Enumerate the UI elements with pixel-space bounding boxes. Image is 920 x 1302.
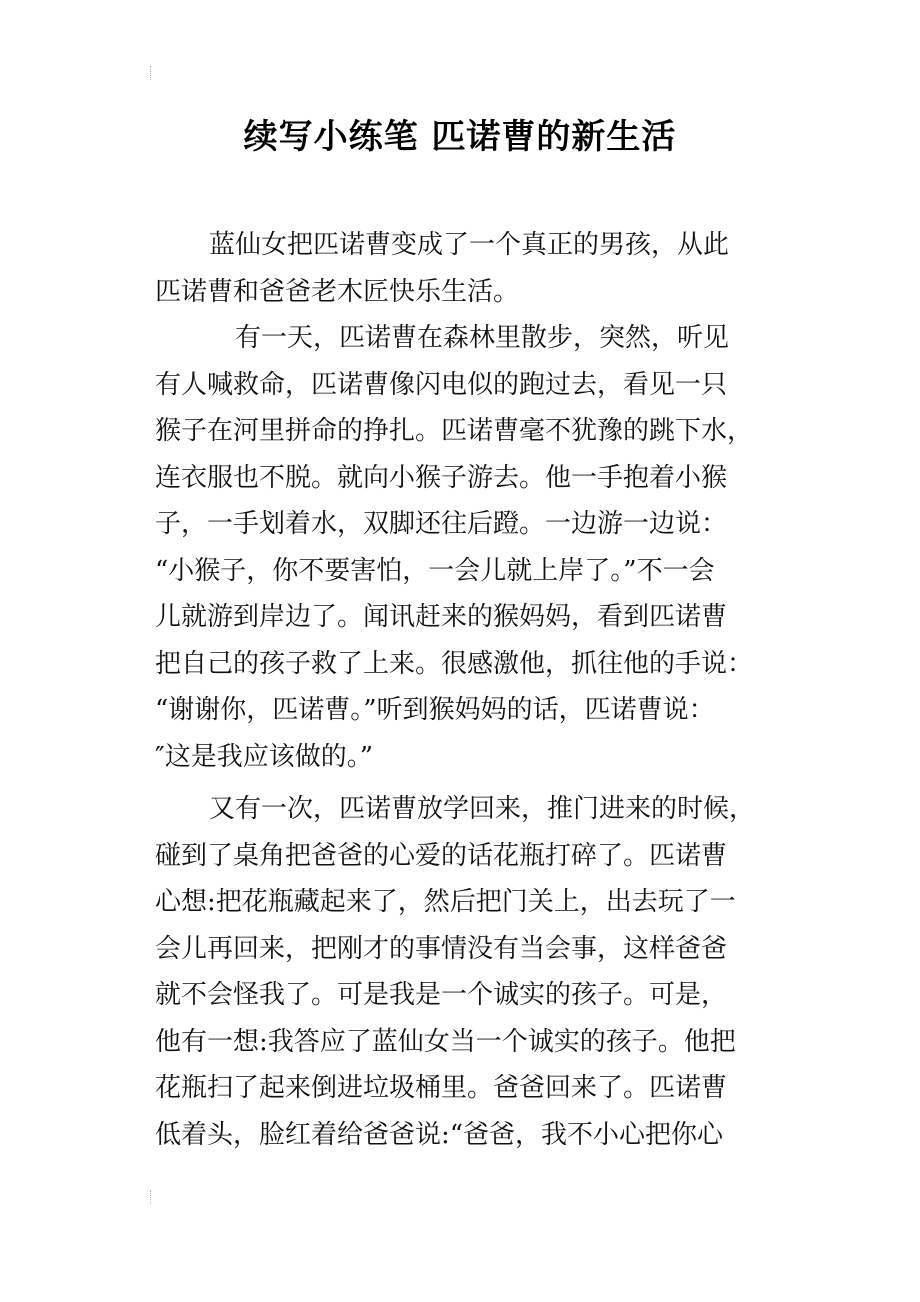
text-line: 又有一次，匹诺曹放学回来，推门进来的时候， [209,794,756,824]
document-title: 续写小练笔 匹诺曹的新生活 [243,117,677,157]
text-line: 把自己的孩子救了上来。很感激他，抓往他的手说： [155,648,754,679]
text-line: 心想:把花瓶藏起来了，然后把门关上，出去玩了一 [155,887,736,917]
text-line: 匹诺曹和爸爸老木匠快乐生活。 [155,276,520,307]
text-line: 会儿再回来，把刚才的事情没有当会事，这样爸爸 [155,933,728,964]
text-line: 有一天，匹诺曹在森林里散步，突然，听见 [235,323,730,353]
text-line: 低着头，脸红着给爸爸说:“爸爸，我不小心把你心 [155,1119,724,1150]
text-line: “小猴子，你不要害怕，一会儿就上岸了。”不一会 [155,555,715,586]
text-line: 碰到了桌角把爸爸的心爱的话花瓶打碎了。匹诺曹 [155,840,728,871]
text-line: 有人喊救命，匹诺曹像闪电似的跑过去，看见一只 [155,369,728,400]
text-line: 就不会怪我了。可是我是一个诚实的孩子。可是， [155,980,728,1010]
text-line: 蓝仙女把匹诺曹变成了一个真正的男孩，从此 [209,230,730,260]
text-line: ″这是我应该做的。” [155,741,374,772]
text-line: 猴子在河里拼命的挣扎。匹诺曹毫不犹豫的跳下水， [155,416,754,446]
text-line: 他有一想:我答应了蓝仙女当一个诚实的孩子。他把 [155,1026,736,1057]
corner-mark-top [150,66,155,80]
text-line: 花瓶扫了起来倒进垃圾桶里。爸爸回来了。匹诺曹 [155,1073,728,1103]
text-line: 连衣服也不脱。就向小猴子游去。他一手抱着小猴 [155,462,728,493]
text-line: 子，一手划着水，双脚还往后蹬。一边游一边说： [155,509,728,539]
document-body [155,222,803,1158]
corner-mark-bottom [150,1190,155,1204]
text-line: “谢谢你，匹诺曹。”听到猴妈妈的话，匹诺曹说： [155,695,715,725]
text-line: 儿就游到岸边了。闻讯赶来的猴妈妈，看到匹诺曹 [155,602,728,632]
